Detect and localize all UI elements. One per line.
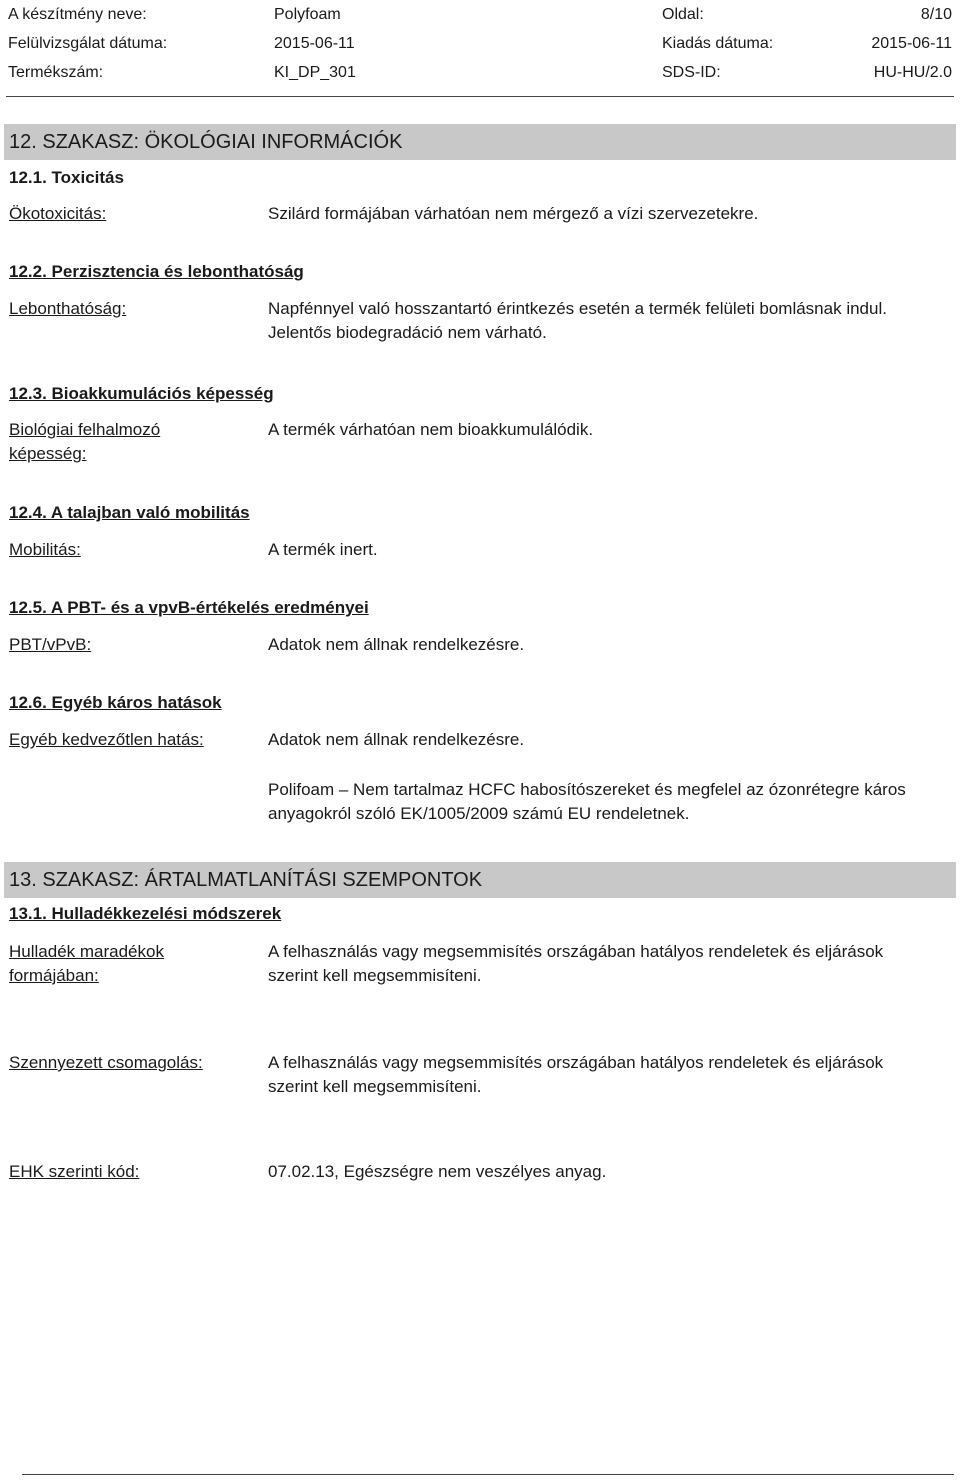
page-number: 8/10 — [920, 6, 952, 23]
other-effects-value: Adatok nem állnak rendelkezésre. — [268, 730, 525, 749]
product-number-label: Termékszám: — [8, 64, 104, 81]
subsection-12-4-title: 12.4. A talajban való mobilitás — [9, 503, 250, 522]
subsection-12-6-title: 12.6. Egyéb káros hatások — [9, 693, 222, 712]
pbt-label: PBT/vPvB: — [9, 635, 92, 654]
product-number-value: KI_DP_301 — [274, 64, 356, 81]
sds-id-label: SDS-ID: — [662, 64, 721, 81]
bioaccumulation-label: Biológiai felhalmozó képesség: — [9, 420, 161, 463]
degradability-label: Lebonthatóság: — [9, 299, 127, 318]
ewc-code-value: 07.02.13, Egészségre nem veszélyes anyag. — [268, 1162, 607, 1181]
header-row-product — [8, 0, 952, 29]
issue-date-label: Kiadás dátuma: — [662, 35, 774, 52]
subsection-12-3-title: 12.3. Bioakkumulációs képesség — [9, 384, 274, 403]
header-row-dates — [8, 29, 952, 58]
subsection-12-2-title: 12.2. Perzisztencia és lebonthatóság — [9, 262, 304, 281]
mobility-value: A termék inert. — [268, 540, 378, 559]
waste-residues-label: Hulladék maradékok formájában: — [9, 942, 164, 985]
ozone-note: Polifoam – Nem tartalmaz HCFC habosítószereket és megfelel az ózonrétegre káros anyagokról szóló EK/1005/2009 számú EU rendeletnek. — [268, 780, 906, 823]
subsection-12-1-title: 12.1. Toxicitás — [9, 168, 124, 187]
contaminated-packaging-label: Szennyezett csomagolás: — [9, 1053, 203, 1072]
mobility-label: Mobilitás: — [9, 540, 81, 559]
section-12-title: 12. SZAKASZ: ÖKOLÓGIAI INFORMÁCIÓK — [4, 124, 956, 160]
document-header — [8, 0, 952, 87]
other-effects-label: Egyéb kedvezőtlen hatás: — [9, 730, 204, 749]
contaminated-packaging-value: A felhasználás vagy megsemmisítés országában hatályos rendeletek és eljárások szerint kell megsemmisíteni. — [268, 1053, 884, 1096]
ecotoxicity-value: Szilárd formájában várhatóan nem mérgező a vízi szervezetekre. — [268, 204, 759, 223]
revision-date-value: 2015-06-11 — [274, 35, 355, 52]
product-name-label: A készítmény neve: — [8, 6, 147, 23]
revision-date-label: Felülvizsgálat dátuma: — [8, 35, 168, 52]
header-divider — [6, 96, 954, 97]
product-name-value: Polyfoam — [274, 6, 341, 23]
section-13-title: 13. SZAKASZ: ÁRTALMATLANÍTÁSI SZEMPONTOK — [4, 862, 956, 898]
pbt-value: Adatok nem állnak rendelkezésre. — [268, 635, 525, 654]
footer-divider — [22, 1474, 954, 1475]
sds-id-value: HU-HU/2.0 — [873, 64, 952, 81]
ecotoxicity-label: Ökotoxicitás: — [9, 204, 107, 223]
issue-date-value: 2015-06-11 — [871, 35, 952, 52]
bioaccumulation-value: A termék várhatóan nem bioakkumulálódik. — [268, 420, 594, 439]
page-label: Oldal: — [662, 6, 704, 23]
subsection-13-1-title: 13.1. Hulladékkezelési módszerek — [9, 904, 282, 923]
ewc-code-label: EHK szerinti kód: — [9, 1162, 140, 1181]
degradability-value: Napfénnyel való hosszantartó érintkezés esetén a termék felületi bomlásnak indul. Jelentős biodegradáció nem várható. — [268, 299, 887, 342]
header-row-ids — [8, 58, 952, 87]
waste-residues-value: A felhasználás vagy megsemmisítés országában hatályos rendeletek és eljárások szerint kell megsemmisíteni. — [268, 942, 884, 985]
subsection-12-5-title: 12.5. A PBT- és a vpvB-értékelés eredményei — [9, 598, 369, 617]
